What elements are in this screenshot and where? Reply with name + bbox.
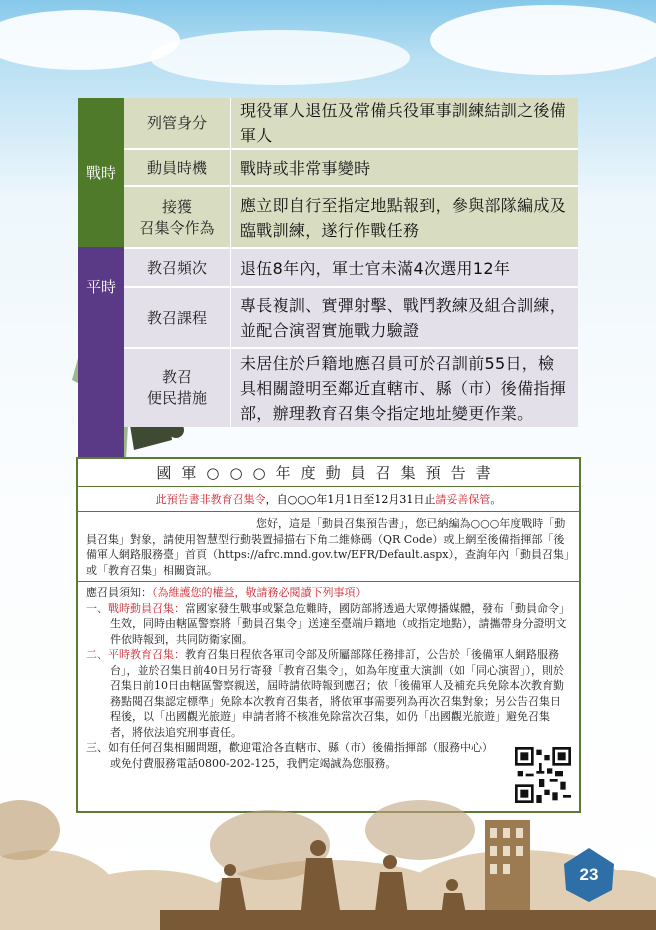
notice-box [76,457,581,813]
row-label: 列管身分 [124,98,231,148]
notice-intro: 您好，這是「動員召集預告書」，您已納編為○○○年度戰時「動員召集」對象，請使用智慧型行動裝置掃描右下角二維條碼（QR Code）或上網至後備指揮部「後備軍人網路服務臺」首頁（https://afrc.mnd.gov.tw/EFR/Default.aspx），查詢年內「動員召集」或「教育召集」相關資訊。 [78,516,579,582]
warning-red-text-2: 請妥善保管 [435,493,491,506]
group-label-wartime: 戰時 [78,98,124,247]
row-label: 接獲 召集令作為 [124,187,231,249]
warning-red-text: 此預告書非教育召集令 [155,493,266,506]
item2-text: 教育召集日程依各軍司令部及所屬部隊任務排訂，公告於「後備軍人網路服務台」，並於召集日前40日另行寄發「教育召集令」，如為年度重大演訓（如「同心演習」），則於召集日前10日由轄區警察親送，屆時請依時報到應召；依「後備軍人及補充兵免除本次教育勤務點閱召集認定標準」免除本次教育召集者，將依軍事需要列為再次召集對象；另公告召集日程後，以「出國觀光旅遊」申請者將不核准免除當次召集，如仍「出國觀光旅遊」避免召集者，將依法追究刑事責任。 [110,648,564,739]
row-value: 未居住於戶籍地應召員可於召訓前55日，檢具相關證明至鄰近直轄市、縣（市）後備指揮部，辦理教育召集令指定地址變更作業。 [231,349,578,427]
row-value: 退伍8年內，軍士官未滿4次選用12年 [231,249,578,287]
row-label: 教召 便民措施 [124,349,231,427]
notice-item-2 [86,647,571,740]
notice-warning [78,487,579,512]
page-number: 23 [579,865,599,884]
must-read-line [86,582,571,601]
table-row [124,347,578,427]
warning-text: ，自○○○年1月1日至12月31日止 [265,493,436,506]
notice-item-1 [86,601,571,648]
warning-end: 。 [490,493,502,506]
row-label: 教召課程 [124,288,231,348]
row-value: 應立即自行至指定地點報到，參與部隊編成及臨戰訓練，遂行作戰任務 [231,187,578,249]
battle-scene-decoration [0,790,656,930]
item1-heading: 一、戰時動員召集： [86,601,185,615]
cloud [430,5,656,75]
must-read-red: （為維護您的權益，敬請務必閱讀下列事項） [152,586,367,599]
row-label: 動員時機 [124,150,231,186]
cloud [150,30,410,85]
item2-heading: 二、平時教育召集： [86,648,185,661]
row-value: 現役軍人退伍及常備兵役軍事訓練結訓之後備軍人 [231,98,578,148]
table-row [124,148,578,186]
table-row [124,185,578,249]
row-value: 專長複訓、實彈射擊、戰鬥教練及組合訓練，並配合演習實施戰力驗證 [231,288,578,348]
table-row [124,247,578,287]
table-row [124,98,578,148]
item1-text: 當國家發生戰事或緊急危難時，國防部將透過大眾傳播媒體，發布「動員命令」生效，同時由轄區警察將「動員召集令」送達至臺端戶籍地（或指定地點），請攜帶身分證明文件依時報到，共同防衛家園。 [110,601,570,646]
row-label: 教召頻次 [124,249,231,287]
notice-title: 國軍○○○年度動員召集預告書 [78,459,579,487]
row-value: 戰時或非常事變時 [231,150,578,186]
notice-body [78,512,579,771]
table-row [124,286,578,348]
group-label-peacetime: 平時 [78,247,124,525]
must-read-label: 應召員須知： [86,586,152,599]
notice-item-3: 三、如有任何召集相關問題，歡迎電洽各直轄市、縣（市）後備指揮部（服務中心）或免付費服務電話0800-202-125，我們定竭誠為您服務。 [86,741,493,770]
